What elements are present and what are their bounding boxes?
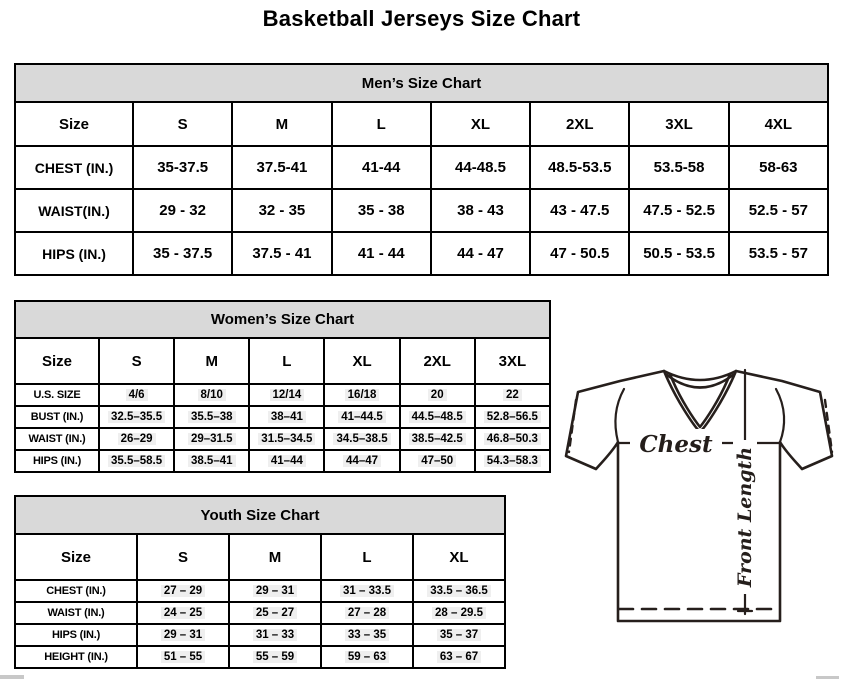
- women-cell: [324, 384, 399, 406]
- women-cell-value: 44–47: [343, 455, 381, 467]
- women-row-label: U.S. SIZE: [15, 384, 99, 406]
- men-cell-value: 38 - 43: [457, 202, 504, 219]
- women-cell-value: 52.8–56.5: [484, 411, 541, 423]
- youth-cell-value: 33.5 – 36.5: [427, 585, 491, 597]
- men-cell: [629, 146, 728, 189]
- youth-cell: [137, 602, 229, 624]
- women-cell-value: 16/18: [345, 389, 380, 401]
- women-cell-value: 12/14: [270, 389, 305, 401]
- women-cell-value: 31.5–34.5: [258, 433, 315, 445]
- men-cell: [431, 146, 530, 189]
- youth-table-row: [15, 602, 505, 624]
- youth-cell: [413, 624, 505, 646]
- youth-cell-value: 29 – 31: [253, 585, 297, 597]
- women-col-header-m: M: [174, 338, 249, 384]
- youth-cell-value: 24 – 25: [161, 607, 205, 619]
- women-col-header-s: S: [99, 338, 174, 384]
- jersey-diagram-svg: [558, 362, 843, 645]
- women-cell-value: 46.8–50.3: [484, 433, 541, 445]
- youth-cell: [321, 624, 413, 646]
- women-col-header-l: L: [249, 338, 324, 384]
- men-col-header-2xl: 2XL: [530, 102, 629, 146]
- youth-table-row: [15, 624, 505, 646]
- youth-cell-value: 31 – 33: [253, 629, 297, 641]
- mens-size-table: [14, 63, 829, 276]
- youth-cell-value: 28 – 29.5: [432, 607, 486, 619]
- women-cell: [400, 428, 475, 450]
- men-cell: [332, 146, 431, 189]
- youth-cell-value: 59 – 63: [345, 651, 389, 663]
- men-cell-value: 29 - 32: [159, 202, 206, 219]
- men-cell: [629, 189, 728, 232]
- men-cell: [729, 189, 828, 232]
- women-cell-value: 38.5–42.5: [409, 433, 466, 445]
- men-cell-value: 41-44: [362, 159, 401, 176]
- women-row-label: WAIST (IN.): [15, 428, 99, 450]
- women-table-row: [15, 428, 550, 450]
- youth-table-title: Youth Size Chart: [15, 496, 505, 534]
- men-cell: [629, 232, 728, 275]
- women-cell-value: 41–44: [268, 455, 306, 467]
- women-cell-value: 38–41: [268, 411, 306, 423]
- jersey-diagram: [558, 362, 843, 645]
- women-table-row: [15, 450, 550, 472]
- women-cell: [249, 384, 324, 406]
- youth-cell: [137, 580, 229, 602]
- women-cell: [324, 406, 399, 428]
- men-cell: [729, 146, 828, 189]
- youth-cell-value: 27 – 28: [345, 607, 389, 619]
- men-cell-value: 47.5 - 52.5: [643, 202, 715, 219]
- men-cell: [232, 189, 331, 232]
- youth-cell-value: 35 – 37: [437, 629, 481, 641]
- men-cell-value: 53.5-58: [653, 159, 705, 176]
- youth-cell-value: 27 – 29: [161, 585, 205, 597]
- page-title: Basketball Jerseys Size Chart: [262, 6, 581, 31]
- men-cell: [133, 146, 232, 189]
- men-table-title: Men’s Size Chart: [15, 64, 828, 102]
- women-cell: [475, 450, 550, 472]
- youth-cell: [137, 624, 229, 646]
- men-col-header-s: S: [133, 102, 232, 146]
- youth-cell-value: 33 – 35: [345, 629, 389, 641]
- men-cell: [530, 189, 629, 232]
- women-cell-value: 34.5–38.5: [333, 433, 390, 445]
- men-cell-value: 50.5 - 53.5: [643, 245, 715, 262]
- women-row-label: HIPS (IN.): [15, 450, 99, 472]
- youth-cell-value: 25 – 27: [253, 607, 297, 619]
- youth-row-label: WAIST (IN.): [15, 602, 137, 624]
- men-cell: [332, 189, 431, 232]
- women-cell: [249, 406, 324, 428]
- men-col-header-4xl: 4XL: [729, 102, 828, 146]
- men-cell-value: 58-63: [759, 159, 798, 176]
- men-cell-value: 52.5 - 57: [748, 202, 808, 219]
- women-cell-value: 20: [428, 389, 447, 401]
- youth-cell-value: 55 – 59: [253, 651, 297, 663]
- women-cell-value: 54.3–58.3: [484, 455, 541, 467]
- women-table-row: [15, 406, 550, 428]
- youth-cell-value: 31 – 33.5: [340, 585, 394, 597]
- women-cell: [475, 406, 550, 428]
- women-cell-value: 32.5–35.5: [108, 411, 165, 423]
- women-cell: [249, 450, 324, 472]
- women-cell: [99, 406, 174, 428]
- men-cell: [729, 232, 828, 275]
- women-cell: [475, 428, 550, 450]
- women-cell-value: 47–50: [418, 455, 456, 467]
- youth-cell: [229, 602, 321, 624]
- men-table-row: [15, 189, 828, 232]
- women-cell: [400, 406, 475, 428]
- men-row-label: CHEST (IN.): [15, 146, 133, 189]
- front-length-label-group: [733, 440, 757, 594]
- women-cell-value: 44.5–48.5: [409, 411, 466, 423]
- women-cell: [99, 428, 174, 450]
- men-table-row: [15, 146, 828, 189]
- women-cell: [99, 384, 174, 406]
- youth-col-header-m: M: [229, 534, 321, 580]
- youth-cell: [229, 624, 321, 646]
- men-cell-value: 41 - 44: [357, 245, 405, 262]
- women-cell-value: 8/10: [198, 389, 226, 401]
- men-cell-value: 53.5 - 57: [748, 245, 808, 262]
- women-cell: [99, 450, 174, 472]
- youth-cell: [413, 580, 505, 602]
- men-col-header-xl: XL: [431, 102, 530, 146]
- women-cell-value: 29–31.5: [188, 433, 236, 445]
- women-cell-value: 4/6: [126, 389, 148, 401]
- men-row-label: WAIST(IN.): [15, 189, 133, 232]
- men-cell-value: 44-48.5: [455, 159, 506, 176]
- youth-table-row: [15, 580, 505, 602]
- women-cell-value: 22: [503, 389, 522, 401]
- men-cell: [530, 146, 629, 189]
- men-cell: [332, 232, 431, 275]
- men-row-label: HIPS (IN.): [15, 232, 133, 275]
- jersey-outline: [566, 371, 832, 621]
- men-size-corner-header: Size: [15, 102, 133, 146]
- chest-label: Chest: [639, 431, 713, 458]
- youth-cell: [413, 646, 505, 668]
- women-cell-value: 41–44.5: [338, 411, 386, 423]
- women-col-header-2xl: 2XL: [400, 338, 475, 384]
- men-cell: [232, 232, 331, 275]
- men-cell-value: 37.5 - 41: [252, 245, 312, 262]
- women-cell: [324, 450, 399, 472]
- men-col-header-l: L: [332, 102, 431, 146]
- women-cell-value: 35.5–38: [188, 411, 236, 423]
- men-cell: [133, 232, 232, 275]
- youth-cell: [413, 602, 505, 624]
- youth-size-corner-header: Size: [15, 534, 137, 580]
- youth-cell: [321, 602, 413, 624]
- men-cell-value: 44 - 47: [457, 245, 504, 262]
- men-cell: [530, 232, 629, 275]
- men-cell-value: 32 - 35: [258, 202, 306, 219]
- youth-cell-value: 63 – 67: [437, 651, 481, 663]
- men-cell-value: 37.5-41: [256, 159, 308, 176]
- youth-size-table: [14, 495, 506, 669]
- men-cell-value: 35 - 38: [357, 202, 405, 219]
- women-cell: [174, 450, 249, 472]
- men-cell-value: 48.5-53.5: [548, 159, 612, 176]
- youth-table-row: [15, 646, 505, 668]
- front-length-label: Front Length: [734, 446, 756, 588]
- men-col-header-3xl: 3XL: [629, 102, 728, 146]
- youth-row-label: HEIGHT (IN.): [15, 646, 137, 668]
- women-cell: [400, 384, 475, 406]
- men-cell: [133, 189, 232, 232]
- youth-cell: [137, 646, 229, 668]
- women-cell-value: 35.5–58.5: [108, 455, 165, 467]
- women-table-row: [15, 384, 550, 406]
- youth-col-header-l: L: [321, 534, 413, 580]
- women-cell-value: 38.5–41: [188, 455, 236, 467]
- youth-col-header-s: S: [137, 534, 229, 580]
- women-cell: [174, 384, 249, 406]
- youth-cell-value: 29 – 31: [161, 629, 205, 641]
- men-cell-value: 47 - 50.5: [550, 245, 610, 262]
- scrollbar-fragment-left[interactable]: [0, 675, 24, 679]
- women-cell: [475, 384, 550, 406]
- women-cell: [174, 428, 249, 450]
- youth-cell: [229, 646, 321, 668]
- women-cell: [174, 406, 249, 428]
- men-cell-value: 43 - 47.5: [550, 202, 610, 219]
- youth-cell: [229, 580, 321, 602]
- men-col-header-m: M: [232, 102, 331, 146]
- youth-col-header-xl: XL: [413, 534, 505, 580]
- men-cell: [232, 146, 331, 189]
- men-cell-value: 35 - 37.5: [153, 245, 213, 262]
- youth-cell: [321, 580, 413, 602]
- men-cell-value: 35-37.5: [157, 159, 209, 176]
- men-cell: [431, 189, 530, 232]
- youth-row-label: CHEST (IN.): [15, 580, 137, 602]
- women-size-corner-header: Size: [15, 338, 99, 384]
- women-cell-value: 26–29: [118, 433, 156, 445]
- youth-cell-value: 51 – 55: [161, 651, 205, 663]
- youth-cell: [321, 646, 413, 668]
- womens-size-table: [14, 300, 551, 473]
- men-table-row: [15, 232, 828, 275]
- women-col-header-3xl: 3XL: [475, 338, 550, 384]
- women-cell: [400, 450, 475, 472]
- men-cell: [431, 232, 530, 275]
- women-row-label: BUST (IN.): [15, 406, 99, 428]
- women-cell: [324, 428, 399, 450]
- women-cell: [249, 428, 324, 450]
- women-table-title: Women’s Size Chart: [15, 301, 550, 338]
- youth-row-label: HIPS (IN.): [15, 624, 137, 646]
- women-col-header-xl: XL: [324, 338, 399, 384]
